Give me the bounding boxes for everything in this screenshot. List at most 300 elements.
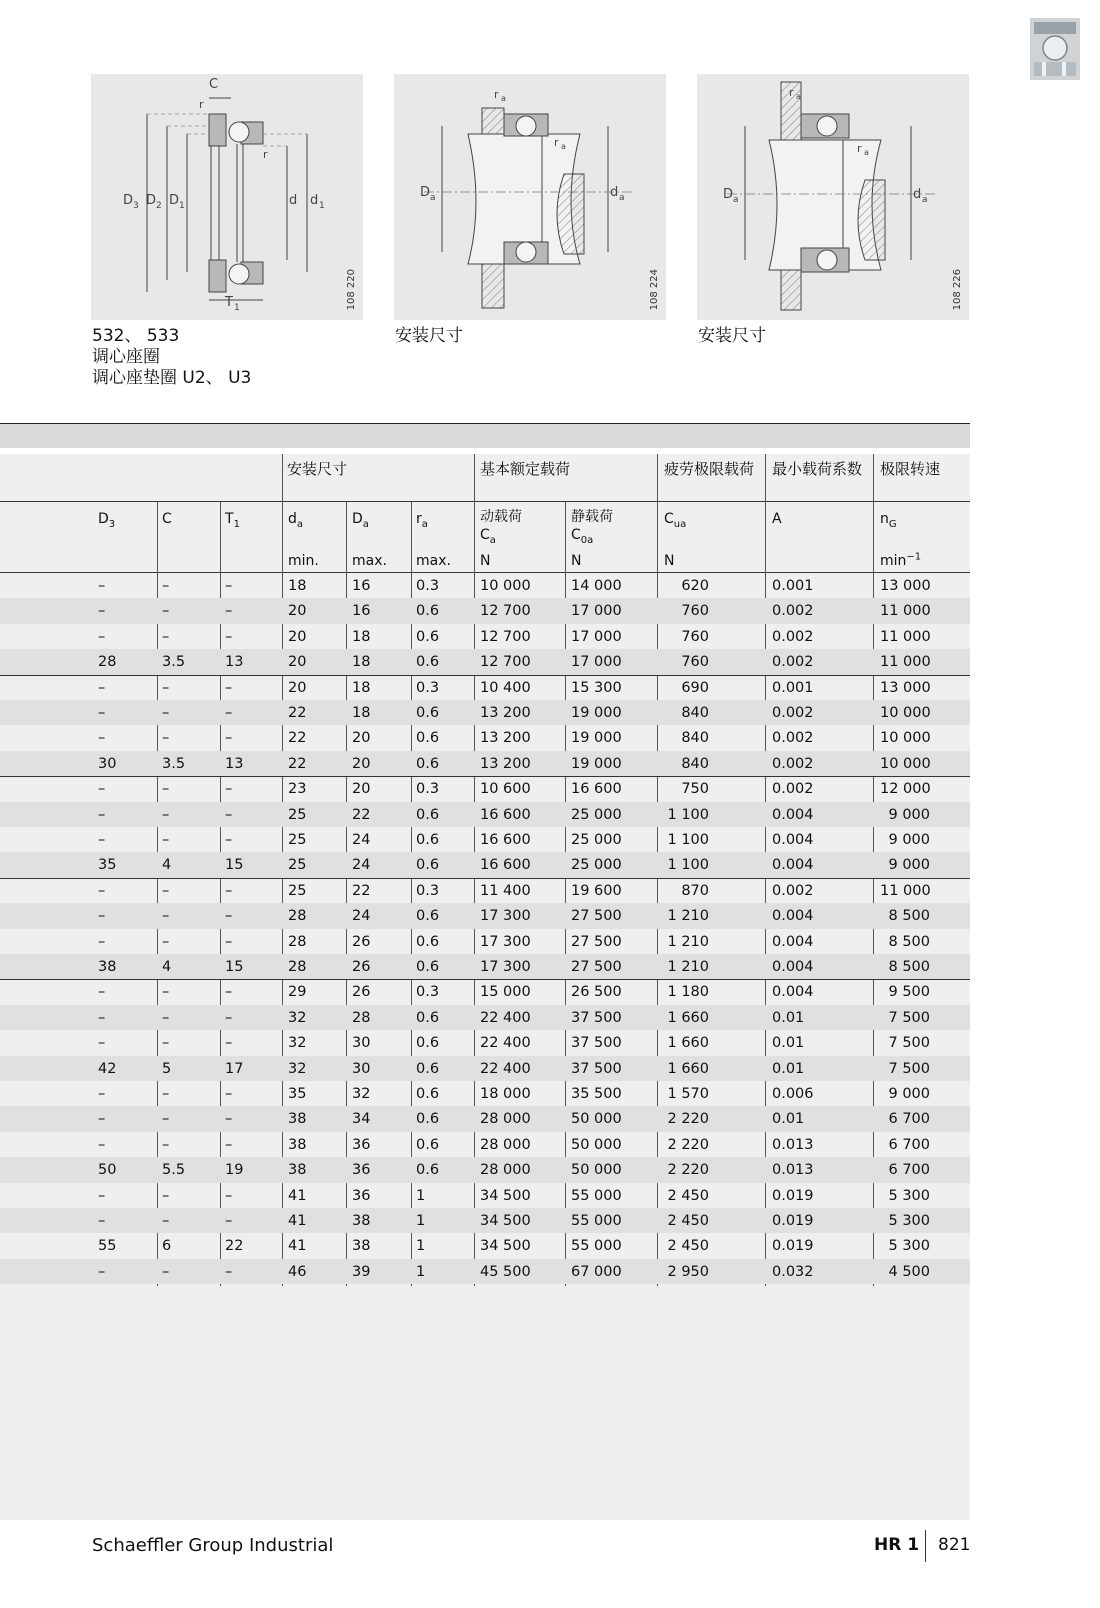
figure-code: 108 220 (346, 268, 357, 310)
table-cell: 2 450 (667, 1187, 709, 1204)
table-cell: 0.001 (772, 578, 814, 594)
table-cell: 0.013 (772, 1136, 814, 1153)
table-cell: 0.002 (772, 705, 814, 721)
svg-text:D: D (146, 193, 157, 208)
table-cell: 50 000 (571, 1111, 622, 1128)
table-cell: 25 000 (571, 857, 622, 874)
table-row (0, 598, 970, 623)
table-cell: 0.004 (772, 959, 814, 975)
svg-text:D: D (123, 193, 134, 208)
table-cell: 16 600 (480, 806, 531, 823)
table-cell: 32 (288, 1060, 307, 1077)
table-cell: – (162, 1187, 170, 1204)
table-cell: – (162, 933, 170, 950)
table-cell: 8 500 (888, 908, 930, 925)
table-cell: 1 (416, 1187, 426, 1204)
table-cell: 24 (352, 857, 371, 874)
table-cell: 10 400 (480, 679, 531, 696)
table-cell: – (162, 1136, 170, 1153)
table-cell: 0.019 (772, 1213, 814, 1229)
table-cell: 10 000 (480, 578, 531, 594)
table-cell: 19 (225, 1162, 244, 1179)
col-header-ng: $n_G$ (880, 511, 897, 530)
table-cell: 17 (225, 1060, 244, 1077)
table-cell: 1 210 (667, 959, 709, 975)
table-cell: – (98, 1187, 106, 1204)
table-cell: 17 000 (571, 603, 622, 620)
table-cell: – (162, 781, 170, 798)
table-cell: 36 (352, 1136, 371, 1153)
svg-text:1: 1 (179, 201, 185, 211)
table-cell: 7 500 (888, 1060, 930, 1077)
table-cell: 38 (352, 1213, 371, 1229)
table-cell: 34 500 (480, 1238, 531, 1255)
table-cell: – (162, 908, 170, 925)
table-cell: 1 100 (667, 806, 709, 823)
table-cell: 0.002 (772, 628, 814, 645)
table-cell: – (225, 832, 233, 848)
table-cell: – (225, 1213, 233, 1229)
table-cell: – (98, 781, 106, 798)
table-cell: 20 (288, 654, 307, 671)
table-cell: 55 000 (571, 1238, 622, 1255)
table-cell: 7 500 (888, 1035, 930, 1052)
table-cell: 28 (352, 1009, 371, 1026)
footer-separator (925, 1530, 926, 1562)
table-cell: 840 (681, 755, 709, 772)
table-cell: 760 (681, 654, 709, 671)
table-cell: 0.01 (772, 1009, 805, 1026)
unit-Da: max. (352, 553, 387, 569)
table-row (0, 1081, 970, 1106)
table-cell: 38 (288, 1136, 307, 1153)
table-cell: 0.6 (416, 857, 440, 874)
svg-text:r: r (263, 148, 268, 161)
table-cell: – (162, 984, 170, 1001)
table-cell: 28 (98, 654, 117, 671)
table-cell: 750 (681, 781, 709, 798)
table-row (0, 649, 970, 674)
table-cell: 760 (681, 603, 709, 620)
svg-text:D: D (420, 185, 431, 200)
table-cell: 0.01 (772, 1035, 805, 1052)
table-cell: – (98, 832, 106, 848)
table-cell: 41 (288, 1187, 307, 1204)
table-cell: 19 000 (571, 730, 622, 747)
table-row (0, 903, 970, 928)
table-cell: 42 (98, 1060, 117, 1077)
table-cell: 18 000 (480, 1086, 531, 1102)
table-cell: – (98, 933, 106, 950)
table-cell: 28 000 (480, 1162, 531, 1179)
table-cell: – (225, 578, 233, 594)
table-cell: 1 570 (667, 1086, 709, 1102)
table-cell: 11 000 (880, 882, 931, 899)
table-cell: 15 (225, 959, 244, 975)
table-cell: 20 (288, 628, 307, 645)
table-cell: 0.6 (416, 1136, 440, 1153)
table-cell: 4 500 (888, 1263, 930, 1280)
table-cell: – (225, 628, 233, 645)
table-cell: – (98, 679, 106, 696)
table-cell: 37 500 (571, 1035, 622, 1052)
table-cell: 5 300 (888, 1213, 930, 1229)
table-cell: 36 (352, 1187, 371, 1204)
table-cell: 28 000 (480, 1111, 531, 1128)
table-cell: 16 (352, 578, 371, 594)
table-cell: – (98, 628, 106, 645)
table-cell: 0.004 (772, 984, 814, 1001)
unit-ca: N (480, 553, 491, 569)
table-cell: 0.01 (772, 1060, 805, 1077)
table-cell: 13 (225, 755, 244, 772)
table-cell: 0.013 (772, 1162, 814, 1179)
table-cell: 13 (225, 654, 244, 671)
table-cell: 22 400 (480, 1009, 531, 1026)
table-cell: 13 000 (880, 679, 931, 696)
table-cell: – (162, 679, 170, 696)
table-cell: 38 (288, 1162, 307, 1179)
table-cell: 760 (681, 628, 709, 645)
table-cell: 50 (98, 1162, 117, 1179)
table-cell: 0.002 (772, 654, 814, 671)
table-cell: 27 500 (571, 959, 622, 975)
table-cell: 10 000 (880, 705, 931, 721)
svg-text:r: r (857, 142, 862, 155)
table-cell: 25 (288, 882, 307, 899)
table-row (0, 1183, 970, 1208)
svg-text:T: T (225, 295, 233, 310)
table-cell: 10 000 (880, 730, 931, 747)
svg-text:a: a (922, 195, 928, 205)
group-header-min-load: 最小载荷系数 (772, 460, 863, 478)
table-cell: – (98, 1213, 106, 1229)
table-cell: 0.019 (772, 1187, 814, 1204)
table-cell: 19 000 (571, 755, 622, 772)
table-cell: 5 300 (888, 1187, 930, 1204)
table-cell: – (225, 1187, 233, 1204)
table-cell: 22 (352, 882, 371, 899)
table-cell: – (225, 781, 233, 798)
table-cell: 28 (288, 908, 307, 925)
col-header-d3: $D_3$ (98, 511, 116, 530)
table-cell: 4 (162, 959, 172, 975)
table-cell: 22 400 (480, 1060, 531, 1077)
table-cell: 9 000 (888, 832, 930, 848)
figure-caption: 532、 533 调心座圈 调心座垫圈 U2、 U3 (92, 326, 252, 388)
table-cell: 22 (288, 755, 307, 772)
table-cell: 50 000 (571, 1162, 622, 1179)
mounting-dimension-figure (697, 74, 969, 320)
table-cell: 0.004 (772, 908, 814, 925)
table-cell: 0.004 (772, 857, 814, 874)
svg-text:a: a (501, 94, 506, 103)
table-cell: – (162, 578, 170, 594)
table-cell: 32 (288, 1009, 307, 1026)
table-cell: – (162, 832, 170, 848)
table-cell: 0.004 (772, 832, 814, 848)
table-row (0, 700, 970, 725)
table-cell: 9 000 (888, 806, 930, 823)
table-cell: 870 (681, 882, 709, 899)
fig-label-c: C (209, 77, 219, 92)
col-header-static-load: 静载荷 $C_{0a}$ (571, 509, 613, 546)
table-cell: 22 (288, 730, 307, 747)
table-cell: – (162, 1213, 170, 1229)
svg-text:r: r (494, 88, 499, 101)
table-cell: 0.6 (416, 1060, 440, 1077)
table-cell: 25 (288, 857, 307, 874)
col-header-da-min: $d_a$ (288, 511, 304, 530)
table-cell: 11 000 (880, 603, 931, 620)
table-cell: 15 300 (571, 679, 622, 696)
svg-text:a: a (561, 142, 566, 151)
svg-text:r: r (789, 86, 794, 99)
group-header-fatigue: 疲劳极限载荷 (664, 460, 755, 478)
table-cell: 23 (288, 781, 307, 798)
table-row (0, 1259, 970, 1284)
col-header-a: A (772, 511, 782, 527)
table-cell: – (162, 1263, 170, 1280)
table-cell: 0.002 (772, 730, 814, 747)
table-cell: – (162, 705, 170, 721)
table-cell: 3.5 (162, 654, 186, 671)
table-cell: 7 500 (888, 1009, 930, 1026)
table-row (0, 751, 970, 776)
table-row (0, 624, 970, 649)
table-cell: 0.6 (416, 806, 440, 823)
table-cell: 19 000 (571, 705, 622, 721)
table-cell: 30 (98, 755, 117, 772)
table-row (0, 573, 970, 598)
table-cell: 0.002 (772, 781, 814, 798)
table-cell: 46 (288, 1263, 307, 1280)
table-cell: – (225, 1086, 233, 1102)
table-cell: – (225, 984, 233, 1001)
table-row (0, 1005, 970, 1030)
table-cell: 0.6 (416, 755, 440, 772)
table-cell: 16 600 (571, 781, 622, 798)
table-cell: – (162, 806, 170, 823)
figure-caption: 安装尺寸 (395, 326, 463, 346)
table-cell: 18 (352, 654, 371, 671)
table-row (0, 929, 970, 954)
svg-text:D: D (723, 187, 734, 202)
table-row (0, 979, 970, 1004)
table-cell: 15 000 (480, 984, 531, 1001)
table-cell: 28 (288, 959, 307, 975)
table-cell: 14 000 (571, 578, 622, 594)
table-cell: 17 000 (571, 628, 622, 645)
table-cell: 2 220 (667, 1111, 709, 1128)
table-cell: – (98, 984, 106, 1001)
table-cell: 17 300 (480, 959, 531, 975)
table-grey-band (0, 424, 970, 448)
table-cell: 0.6 (416, 959, 440, 975)
table-cell: 0.002 (772, 603, 814, 620)
table-cell: 620 (681, 578, 709, 594)
table-cell: – (98, 578, 106, 594)
table-cell: 13 200 (480, 755, 531, 772)
table-cell: 9 500 (888, 984, 930, 1001)
group-header-basic-load: 基本额定载荷 (480, 460, 571, 478)
table-cell: 19 600 (571, 882, 622, 899)
table-cell: 0.019 (772, 1238, 814, 1255)
table-cell: 0.3 (416, 984, 440, 1001)
table-cell: 18 (352, 705, 371, 721)
table-cell: 0.6 (416, 603, 440, 620)
table-cell: 29 (288, 984, 307, 1001)
table-cell: 22 (288, 705, 307, 721)
table-cell: 5 (162, 1060, 172, 1077)
table-cell: 0.001 (772, 679, 814, 696)
footer-section: HR 1 (874, 1535, 920, 1555)
table-cell: 1 660 (667, 1060, 709, 1077)
table-cell: 25 000 (571, 832, 622, 848)
table-cell: 16 (352, 603, 371, 620)
table-row (0, 827, 970, 852)
table-cell: – (98, 730, 106, 747)
table-cell: 0.6 (416, 1162, 440, 1179)
table-cell: 20 (352, 755, 371, 772)
svg-text:2: 2 (156, 201, 162, 211)
table-cell: 27 500 (571, 908, 622, 925)
header-divider (0, 501, 970, 502)
table-cell: 0.006 (772, 1086, 814, 1102)
table-cell: 0.01 (772, 1111, 805, 1128)
table-row (0, 1157, 970, 1182)
table-cell: 6 700 (888, 1162, 930, 1179)
svg-text:d: d (913, 187, 922, 202)
table-cell: – (98, 1035, 106, 1052)
table-cell: 32 (288, 1035, 307, 1052)
table-cell: – (225, 882, 233, 899)
table-cell: 0.3 (416, 679, 440, 696)
col-header-dynamic-load: 动载荷 $C_a$ (480, 509, 522, 546)
table-row (0, 675, 970, 700)
table-cell: 0.6 (416, 654, 440, 671)
unit-ra: max. (416, 553, 451, 569)
table-cell: 5 300 (888, 1238, 930, 1255)
table-cell: – (98, 705, 106, 721)
table-cell: 5.5 (162, 1162, 186, 1179)
svg-text:1: 1 (234, 303, 240, 313)
table-cell: 840 (681, 705, 709, 721)
table-cell: 690 (681, 679, 709, 696)
svg-text:D: D (169, 193, 180, 208)
table-cell: 24 (352, 832, 371, 848)
table-cell: 17 000 (571, 654, 622, 671)
figure-code: 108 226 (952, 268, 963, 310)
table-cell: 1 (416, 1263, 426, 1280)
table-cell: – (225, 1263, 233, 1280)
table-cell: 37 500 (571, 1009, 622, 1026)
table-cell: – (98, 603, 106, 620)
bearing-thumbnail-icon (1030, 18, 1080, 80)
table-cell: 11 400 (480, 882, 531, 899)
table-cell: 6 700 (888, 1136, 930, 1153)
table-cell: 25 000 (571, 806, 622, 823)
table-cell: 16 600 (480, 857, 531, 874)
svg-text:a: a (864, 148, 869, 157)
table-cell: – (98, 1263, 106, 1280)
table-cell: 0.6 (416, 1086, 440, 1102)
table-cell: 15 (225, 857, 244, 874)
mounting-dimension-figure (394, 74, 666, 320)
svg-text:a: a (619, 193, 625, 203)
table-cell: 0.6 (416, 832, 440, 848)
table-cell: 55 000 (571, 1213, 622, 1229)
table-cell: 25 (288, 832, 307, 848)
table-cell: 840 (681, 730, 709, 747)
table-cell: – (98, 1009, 106, 1026)
table-cell: 10 000 (880, 755, 931, 772)
table-cell: 0.004 (772, 806, 814, 823)
table-cell: – (162, 882, 170, 899)
table-cell: 2 450 (667, 1213, 709, 1229)
table-cell: 26 (352, 984, 371, 1001)
table-cell: – (225, 1136, 233, 1153)
table-row (0, 1208, 970, 1233)
table-cell: 9 000 (888, 857, 930, 874)
group-header-limit-speed: 极限转速 (880, 460, 941, 478)
table-cell: 45 500 (480, 1263, 531, 1280)
table-row (0, 954, 970, 979)
table-cell: – (225, 908, 233, 925)
table-cell: 2 220 (667, 1136, 709, 1153)
table-cell: 13 000 (880, 578, 931, 594)
table-cell: 2 950 (667, 1263, 709, 1280)
table-cell: 28 (288, 933, 307, 950)
table-cell: – (162, 1009, 170, 1026)
table-cell: 30 (352, 1035, 371, 1052)
table-row (0, 802, 970, 827)
table-cell: – (225, 730, 233, 747)
svg-text:d: d (610, 185, 619, 200)
table-cell: 0.6 (416, 1009, 440, 1026)
table-cell: 1 660 (667, 1009, 709, 1026)
svg-text:d: d (310, 193, 319, 208)
table-cell: 9 000 (888, 1086, 930, 1102)
table-cell: – (98, 1136, 106, 1153)
table-cell: 22 (352, 806, 371, 823)
bearing-dimension-figure (91, 74, 363, 320)
table-cell: 8 500 (888, 959, 930, 975)
table-row (0, 852, 970, 877)
table-cell: 0.6 (416, 1111, 440, 1128)
table-cell: 18 (352, 679, 371, 696)
table-cell: 38 (98, 959, 117, 975)
table-row (0, 878, 970, 903)
table-cell: 55 000 (571, 1187, 622, 1204)
table-cell: 0.6 (416, 628, 440, 645)
table-cell: 0.3 (416, 578, 440, 594)
table-cell: 41 (288, 1238, 307, 1255)
table-cell: 0.6 (416, 730, 440, 747)
table-cell: 0.6 (416, 1035, 440, 1052)
table-cell: 1 210 (667, 933, 709, 950)
table-cell: 26 500 (571, 984, 622, 1001)
table-row (0, 1056, 970, 1081)
col-header-ra: $r_a$ (416, 511, 428, 530)
table-cell: 17 300 (480, 933, 531, 950)
table-cell: 0.002 (772, 882, 814, 899)
table-cell: 50 000 (571, 1136, 622, 1153)
table-cell: 67 000 (571, 1263, 622, 1280)
figure-caption: 安装尺寸 (698, 326, 766, 346)
table-cell: 1 100 (667, 832, 709, 848)
svg-text:a: a (796, 92, 801, 101)
